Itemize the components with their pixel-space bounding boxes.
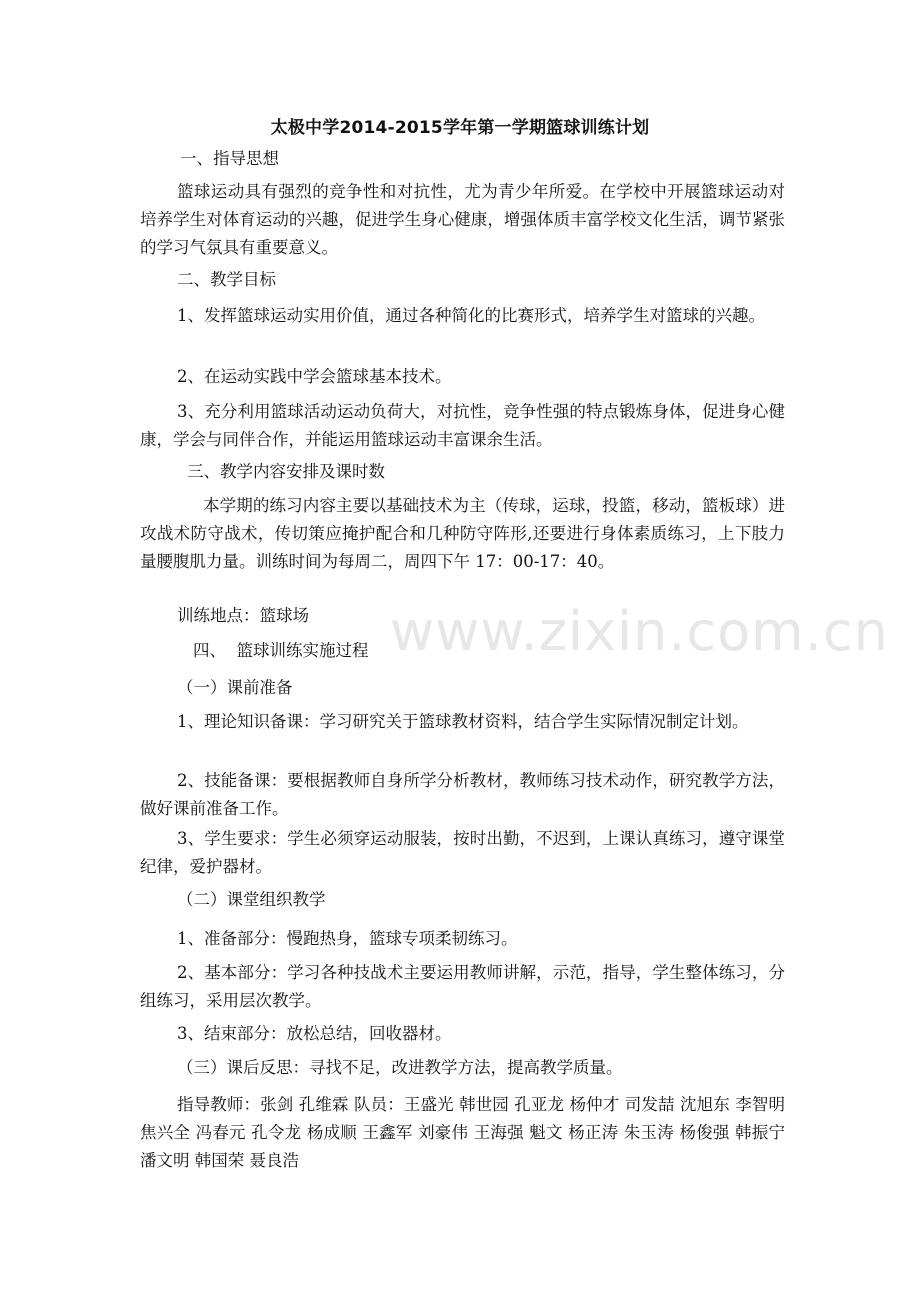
section-heading-guiding-thought: 一、指导思想 [180,149,279,168]
classroom-item-3: 3、结束部分：放松总结，回收器材。 [177,1024,452,1043]
classroom-item-1: 1、准备部分：慢跑热身，篮球专项柔韧练习。 [177,929,518,948]
subsection-reflection: （三）课后反思：寻找不足，改进教学方法，提高教学质量。 [177,1058,623,1077]
watermark: www.zixin.com.cn [390,600,889,663]
paragraph-content-schedule: 本学期的练习内容主要以基础技术为主（传球，运球，投篮，移动，篮板球）进攻战术防守战术，传切策应掩护配合和几种防守阵形,还要进行身体素质练习，上下肢力量腰腹肌力量。训练时间为每周二，周四下午 17：00-17：40。 [140,496,785,571]
document-title: 太极中学2014-2015学年第一学期篮球训练计划 [270,118,650,138]
section-heading-content-schedule: 三、教学内容安排及课时数 [187,462,385,481]
training-location: 训练地点：篮球场 [177,606,309,625]
goal-item-2: 2、在运动实践中学会篮球基本技术。 [177,367,452,386]
classroom-item-2: 2、基本部分：学习各种技战术主要运用教师讲解，示范，指导，学生整体练习，分组练习，采用层次教学。 [140,963,785,1010]
pre-class-item-1: 1、理论知识备课：学习研究关于篮球教材资料，结合学生实际情况制定计划。 [177,712,749,731]
goal-item-1: 1、发挥篮球运动实用价值，通过各种简化的比赛形式，培养学生对篮球的兴趣。 [177,306,765,325]
section-heading-teaching-goals: 二、教学目标 [177,270,276,289]
pre-class-item-3: 3、学生要求：学生必须穿运动服装，按时出勤，不迟到，上课认真练习，遵守课堂纪律，爱护器材。 [140,829,785,876]
subsection-pre-class: （一）课前准备 [177,678,293,697]
subsection-classroom: （二）课堂组织教学 [177,890,326,909]
pre-class-item-2: 2、技能备课：要根据教师自身所学分析教材，教师练习技术动作，研究教学方法，做好课前准备工作。 [140,771,785,818]
staff-list: 指导教师：张剑 孔维霖 队员：王盛光 韩世园 孔亚龙 杨仲才 司发喆 沈旭东 李智明 焦兴全 冯春元 孔令龙 杨成顺 王鑫军 刘豪伟 王海强 魁文 杨正涛 朱玉涛 杨俊强 韩振宁 潘文明 韩国荣 聂良浩 [140,1095,785,1170]
paragraph-guiding-thought: 篮球运动具有强烈的竞争性和对抗性，尤为青少年所爱。在学校中开展篮球运动对培养学生对体育运动的兴趣，促进学生身心健康，增强体质丰富学校文化生活，调节紧张的学习气氛具有重要意义。 [140,182,785,257]
section-heading-implementation: 四、 篮球训练实施过程 [193,641,369,660]
goal-item-3: 3、充分利用篮球活动运动负荷大，对抗性，竞争性强的特点锻炼身体，促进身心健康，学会与同伴合作，并能运用篮球运动丰富课余生活。 [140,402,785,449]
